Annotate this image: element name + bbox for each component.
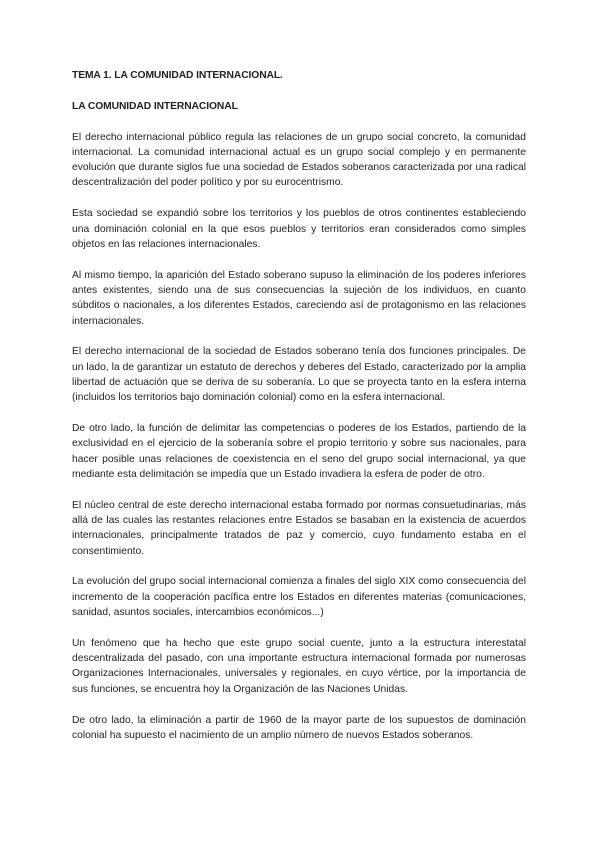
paragraph: Esta sociedad se expandió sobre los territorios y los pueblos de otros continentes estableciendo una dominación colonial en la que esos pueblos y territorios eran considerados como simples objetos en las relaciones internacionales. xyxy=(72,208,526,250)
document-title: TEMA 1. LA COMUNIDAD INTERNACIONAL. xyxy=(72,70,283,81)
paragraph: Un fenómeno que ha hecho que este grupo social cuente, junto a la estructura interestatal descentralizada del pasado, con una importante estructura internacional formada por numerosas Organizaciones Internacionales, universales y regionales, en cuyo vértice, por la importancia de sus funciones, se encuentra hoy la Organización de las Naciones Unidas. xyxy=(72,637,526,695)
paragraph: De otro lado, la función de delimitar las competencias o poderes de los Estados, partiendo de la exclusividad en el ejercicio de la soberanía sobre el propio territorio y sobre sus nacionales, para hacer posible unas relaciones de coexistencia en el seno del grupo social internacional, ya que mediante esta delimitación se impedía que un Estado invadiera la esfera de poder de otro. xyxy=(72,423,526,480)
paragraph: El derecho internacional público regula las relaciones de un grupo social concreto, la comunidad internacional. La comunidad internacional actual es un grupo social complejo y en permanente evolución que durante siglos fue una sociedad de Estados soberanos caracterizada por una radical descentralización del poder político y por su eurocentrismo. xyxy=(72,131,526,189)
paragraph: El derecho internacional de la sociedad de Estados soberano tenía dos funciones principales. De un lado, la de garantizar un estatuto de derechos y deberes del Estado, caracterizado por la amplia libertad de actuación que se deriva de su soberanía. Lo que se proyecta tanto en la esfera interna (incluidos los territorios bajo dominación colonial) como en la esfera internacional. xyxy=(72,346,526,404)
section-heading: LA COMUNIDAD INTERNACIONAL xyxy=(72,101,238,113)
document-page xyxy=(72,68,526,759)
paragraph: De otro lado, la eliminación a partir de 1960 de la mayor parte de los supuestos de dominación colonial ha supuesto el nacimiento de un amplio número de nuevos Estados soberanos. xyxy=(72,714,526,741)
paragraph: La evolución del grupo social internacional comienza a finales del siglo XIX como consecuencia del incremento de la cooperación pacífica entre los Estados en diferentes materias (comunicaciones, sanidad, asuntos sociales, intercambios económicos...) xyxy=(72,576,526,619)
paragraph: Al mismo tiempo, la aparición del Estado soberano supuso la eliminación de los poderes inferiores antes existentes, siendo una de sus consecuencias la sujeción de los individuos, en cuanto súbditos o nacionales, a los diferentes Estados, careciendo así de protagonismo en las relaciones internacionales. xyxy=(72,269,526,327)
paragraph: El núcleo central de este derecho internacional estaba formado por normas consuetudinarias, más allá de las cuales las restantes relaciones entre Estados se basaban en la existencia de acuerdos internacionales, principalmente tratados de paz y comercio, cuyo fundamento estaba en el consentimiento. xyxy=(72,499,526,557)
